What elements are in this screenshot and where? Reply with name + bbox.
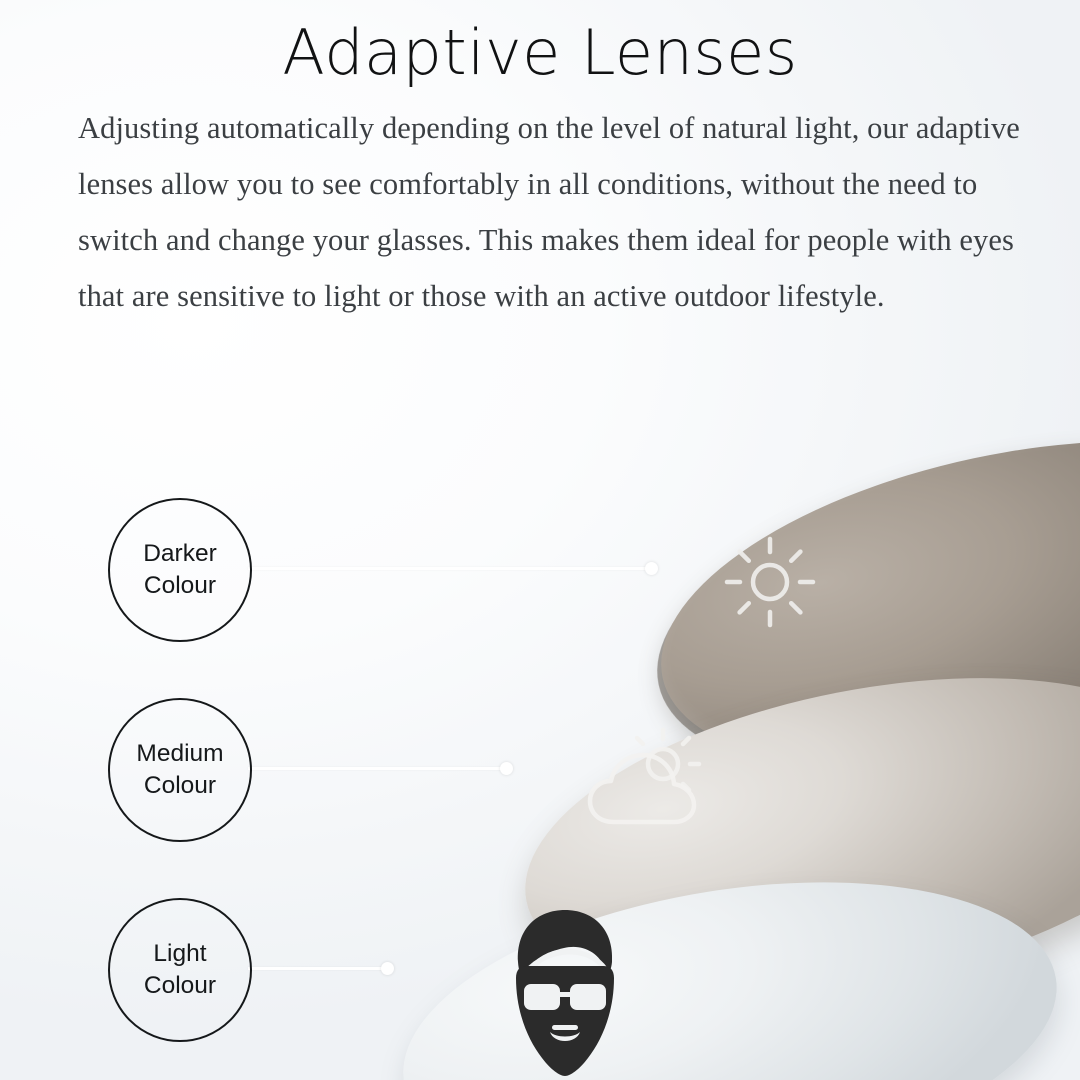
connector-dot-medium: [500, 762, 513, 775]
connector-line-light: [248, 967, 387, 970]
connector-line-darker: [248, 567, 653, 570]
callout-label-line2: Colour: [143, 772, 217, 799]
bearded-face-sunglasses-icon: [480, 900, 650, 1080]
sun-behind-cloud-icon: [578, 722, 708, 847]
callout-bubble-medium[interactable]: [108, 698, 252, 842]
connector-line-medium: [248, 767, 506, 770]
callout-label-line2: Colour: [143, 572, 217, 599]
intro-paragraph: Adjusting automatically depending on the level of natural light, our adaptive lenses allow you to see comfortably in all conditions, without the need to switch and change your glasses. This makes them ideal for people with eyes that are sensitive to light or those with an active outdoor lifestyle.: [78, 111, 1020, 313]
callout-label-line1: Medium: [136, 739, 224, 767]
callout-label-line1: Darker: [143, 539, 217, 567]
connector-dot-light: [381, 962, 394, 975]
callout-label-line2: Colour: [143, 972, 217, 999]
callout-bubble-light[interactable]: [108, 898, 252, 1042]
page-title: Adaptive Lenses: [282, 16, 798, 89]
sun-icon: [718, 530, 822, 639]
callout-label-line1: Light: [153, 939, 207, 967]
callout-bubble-darker[interactable]: [108, 498, 252, 642]
connector-dot-darker: [645, 562, 658, 575]
